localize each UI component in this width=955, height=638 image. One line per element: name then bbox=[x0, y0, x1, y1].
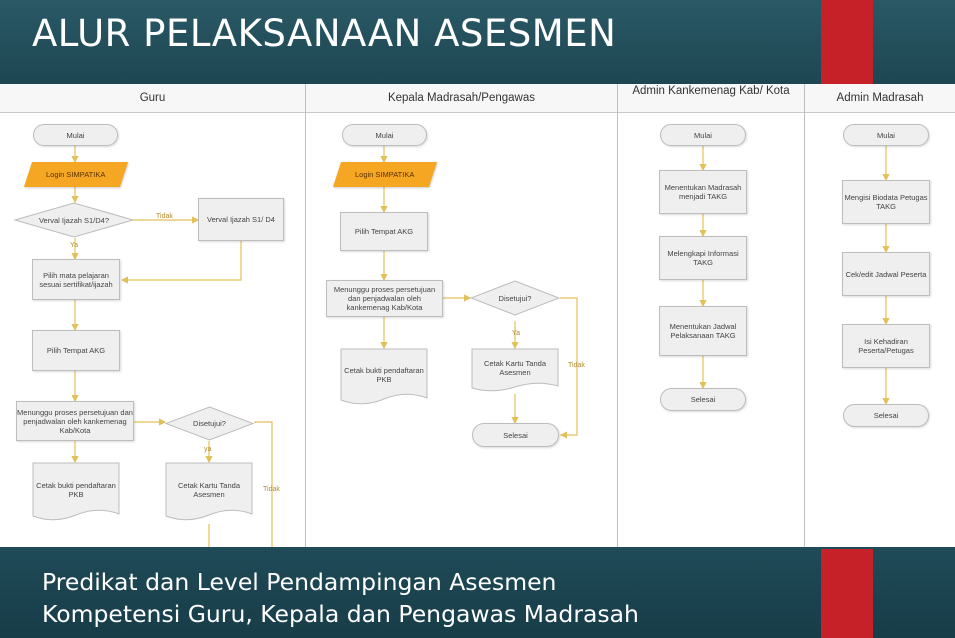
node-label: Disetujui? bbox=[193, 419, 226, 428]
cetak-bukti-guru bbox=[32, 462, 120, 524]
node-label: Disetujui? bbox=[498, 293, 532, 303]
node-label: Cetak Kartu Tanda Asesmen bbox=[178, 481, 240, 499]
menunggu-persetujuan-guru bbox=[16, 401, 134, 441]
node-label: Login SIMPATIKA bbox=[355, 170, 415, 179]
decision-disetujui-guru bbox=[165, 406, 254, 441]
label-tidak: Tidak bbox=[568, 362, 585, 369]
pilih-tempat-akg-guru bbox=[32, 330, 120, 371]
subtitle-line-1: Predikat dan Level Pendampingan Asesmen bbox=[42, 568, 557, 596]
label-ya: ya bbox=[204, 446, 212, 453]
pilih-mapel bbox=[32, 259, 120, 300]
lane-header-madrasah: Admin Madrasah bbox=[805, 84, 955, 113]
node-label: Mulai bbox=[877, 130, 895, 140]
melengkapi-informasi-takg bbox=[659, 236, 747, 280]
mengisi-biodata-petugas bbox=[842, 180, 930, 224]
node-label: Selesai bbox=[690, 395, 716, 404]
decision-verval-ijazah bbox=[14, 202, 134, 238]
start-kankemenag bbox=[660, 124, 746, 146]
node-label: Pilih Tempat AKG bbox=[46, 346, 106, 355]
flowchart bbox=[0, 84, 955, 547]
title-banner bbox=[0, 0, 955, 84]
node-label: Menentukan Jadwal Pelaksanaan TAKG bbox=[669, 322, 737, 340]
node-label: Pilih Tempat AKG bbox=[354, 227, 414, 236]
node-label: Cetak bukti pendaftaran PKB bbox=[36, 481, 116, 499]
node-label: Selesai bbox=[503, 430, 528, 440]
cetak-bukti-kepala bbox=[340, 348, 428, 408]
node-label: Pilih mata pelajaran sesuai sertifikat/ijazah bbox=[39, 270, 113, 289]
label-ya: Ya bbox=[70, 242, 79, 249]
login-simpatika-guru bbox=[24, 162, 128, 187]
node-label: Menunggu proses persetujuan dan penjadwalan oleh kankemenag Kab/Kota bbox=[333, 285, 436, 312]
menentukan-madrasah-takg bbox=[659, 170, 747, 214]
node-label: Mengisi Biodata Petugas TAKG bbox=[844, 193, 928, 211]
node-label: Verval Ijazah S1/ D4 bbox=[207, 215, 275, 224]
menentukan-jadwal-takg bbox=[659, 306, 747, 356]
decision-disetujui-kepala bbox=[470, 280, 560, 316]
start-guru bbox=[33, 124, 118, 146]
node-label: Selesai bbox=[873, 411, 899, 420]
pilih-tempat-akg-kepala bbox=[340, 212, 428, 251]
node-label: Menentukan Madrasah menjadi TAKG bbox=[664, 183, 742, 201]
start-madrasah bbox=[843, 124, 929, 146]
node-label: Cetak Kartu Tanda Asesmen bbox=[484, 359, 546, 377]
node-label: Mulai bbox=[66, 130, 85, 140]
node-label: Cek/edit Jadwal Peserta bbox=[845, 269, 927, 279]
accent-bar-bottom bbox=[821, 549, 873, 638]
start-kepala bbox=[342, 124, 427, 146]
cetak-kartu-guru bbox=[165, 462, 253, 524]
node-label: Cetak bukti pendaftaran PKB bbox=[344, 366, 424, 384]
subtitle-line-2: Kompetensi Guru, Kepala dan Pengawas Madrasah bbox=[42, 600, 639, 628]
node-label: Login SIMPATIKA bbox=[46, 170, 106, 179]
lane-header-guru: Guru bbox=[0, 84, 305, 113]
node-label: Menunggu proses persetujuan dan penjadwalan oleh kankemenag Kab/Kota bbox=[17, 407, 133, 435]
lane-header-kankemenag: Admin Kankemenag Kab/ Kota bbox=[618, 84, 804, 113]
cetak-kartu-kepala bbox=[471, 348, 559, 394]
accent-bar-top bbox=[821, 0, 873, 84]
node-label: Mulai bbox=[375, 130, 394, 140]
node-label: Verval Ijazah S1/D4? bbox=[38, 215, 110, 225]
isi-kehadiran bbox=[842, 324, 930, 368]
end-madrasah bbox=[843, 404, 929, 427]
verval-ijazah-box bbox=[198, 198, 284, 241]
login-simpatika-kepala bbox=[333, 162, 437, 187]
label-ya: Ya bbox=[512, 330, 521, 337]
cek-edit-jadwal bbox=[842, 252, 930, 296]
node-label: Isi Kehadiran Peserta/Petugas bbox=[858, 337, 914, 355]
node-label: Mulai bbox=[694, 130, 712, 140]
end-kepala bbox=[472, 423, 559, 447]
label-tidak: Tidak bbox=[263, 486, 280, 493]
end-kankemenag bbox=[660, 388, 746, 411]
node-label: Melengkapi Informasi TAKG bbox=[667, 249, 739, 267]
subtitle-banner bbox=[0, 549, 955, 638]
lane-header-kepala: Kepala Madrasah/Pengawas bbox=[306, 84, 617, 113]
menunggu-persetujuan-kepala bbox=[326, 280, 443, 317]
label-tidak: Tidak bbox=[156, 213, 173, 220]
page-title: ALUR PELAKSANAAN ASESMEN bbox=[32, 12, 617, 55]
